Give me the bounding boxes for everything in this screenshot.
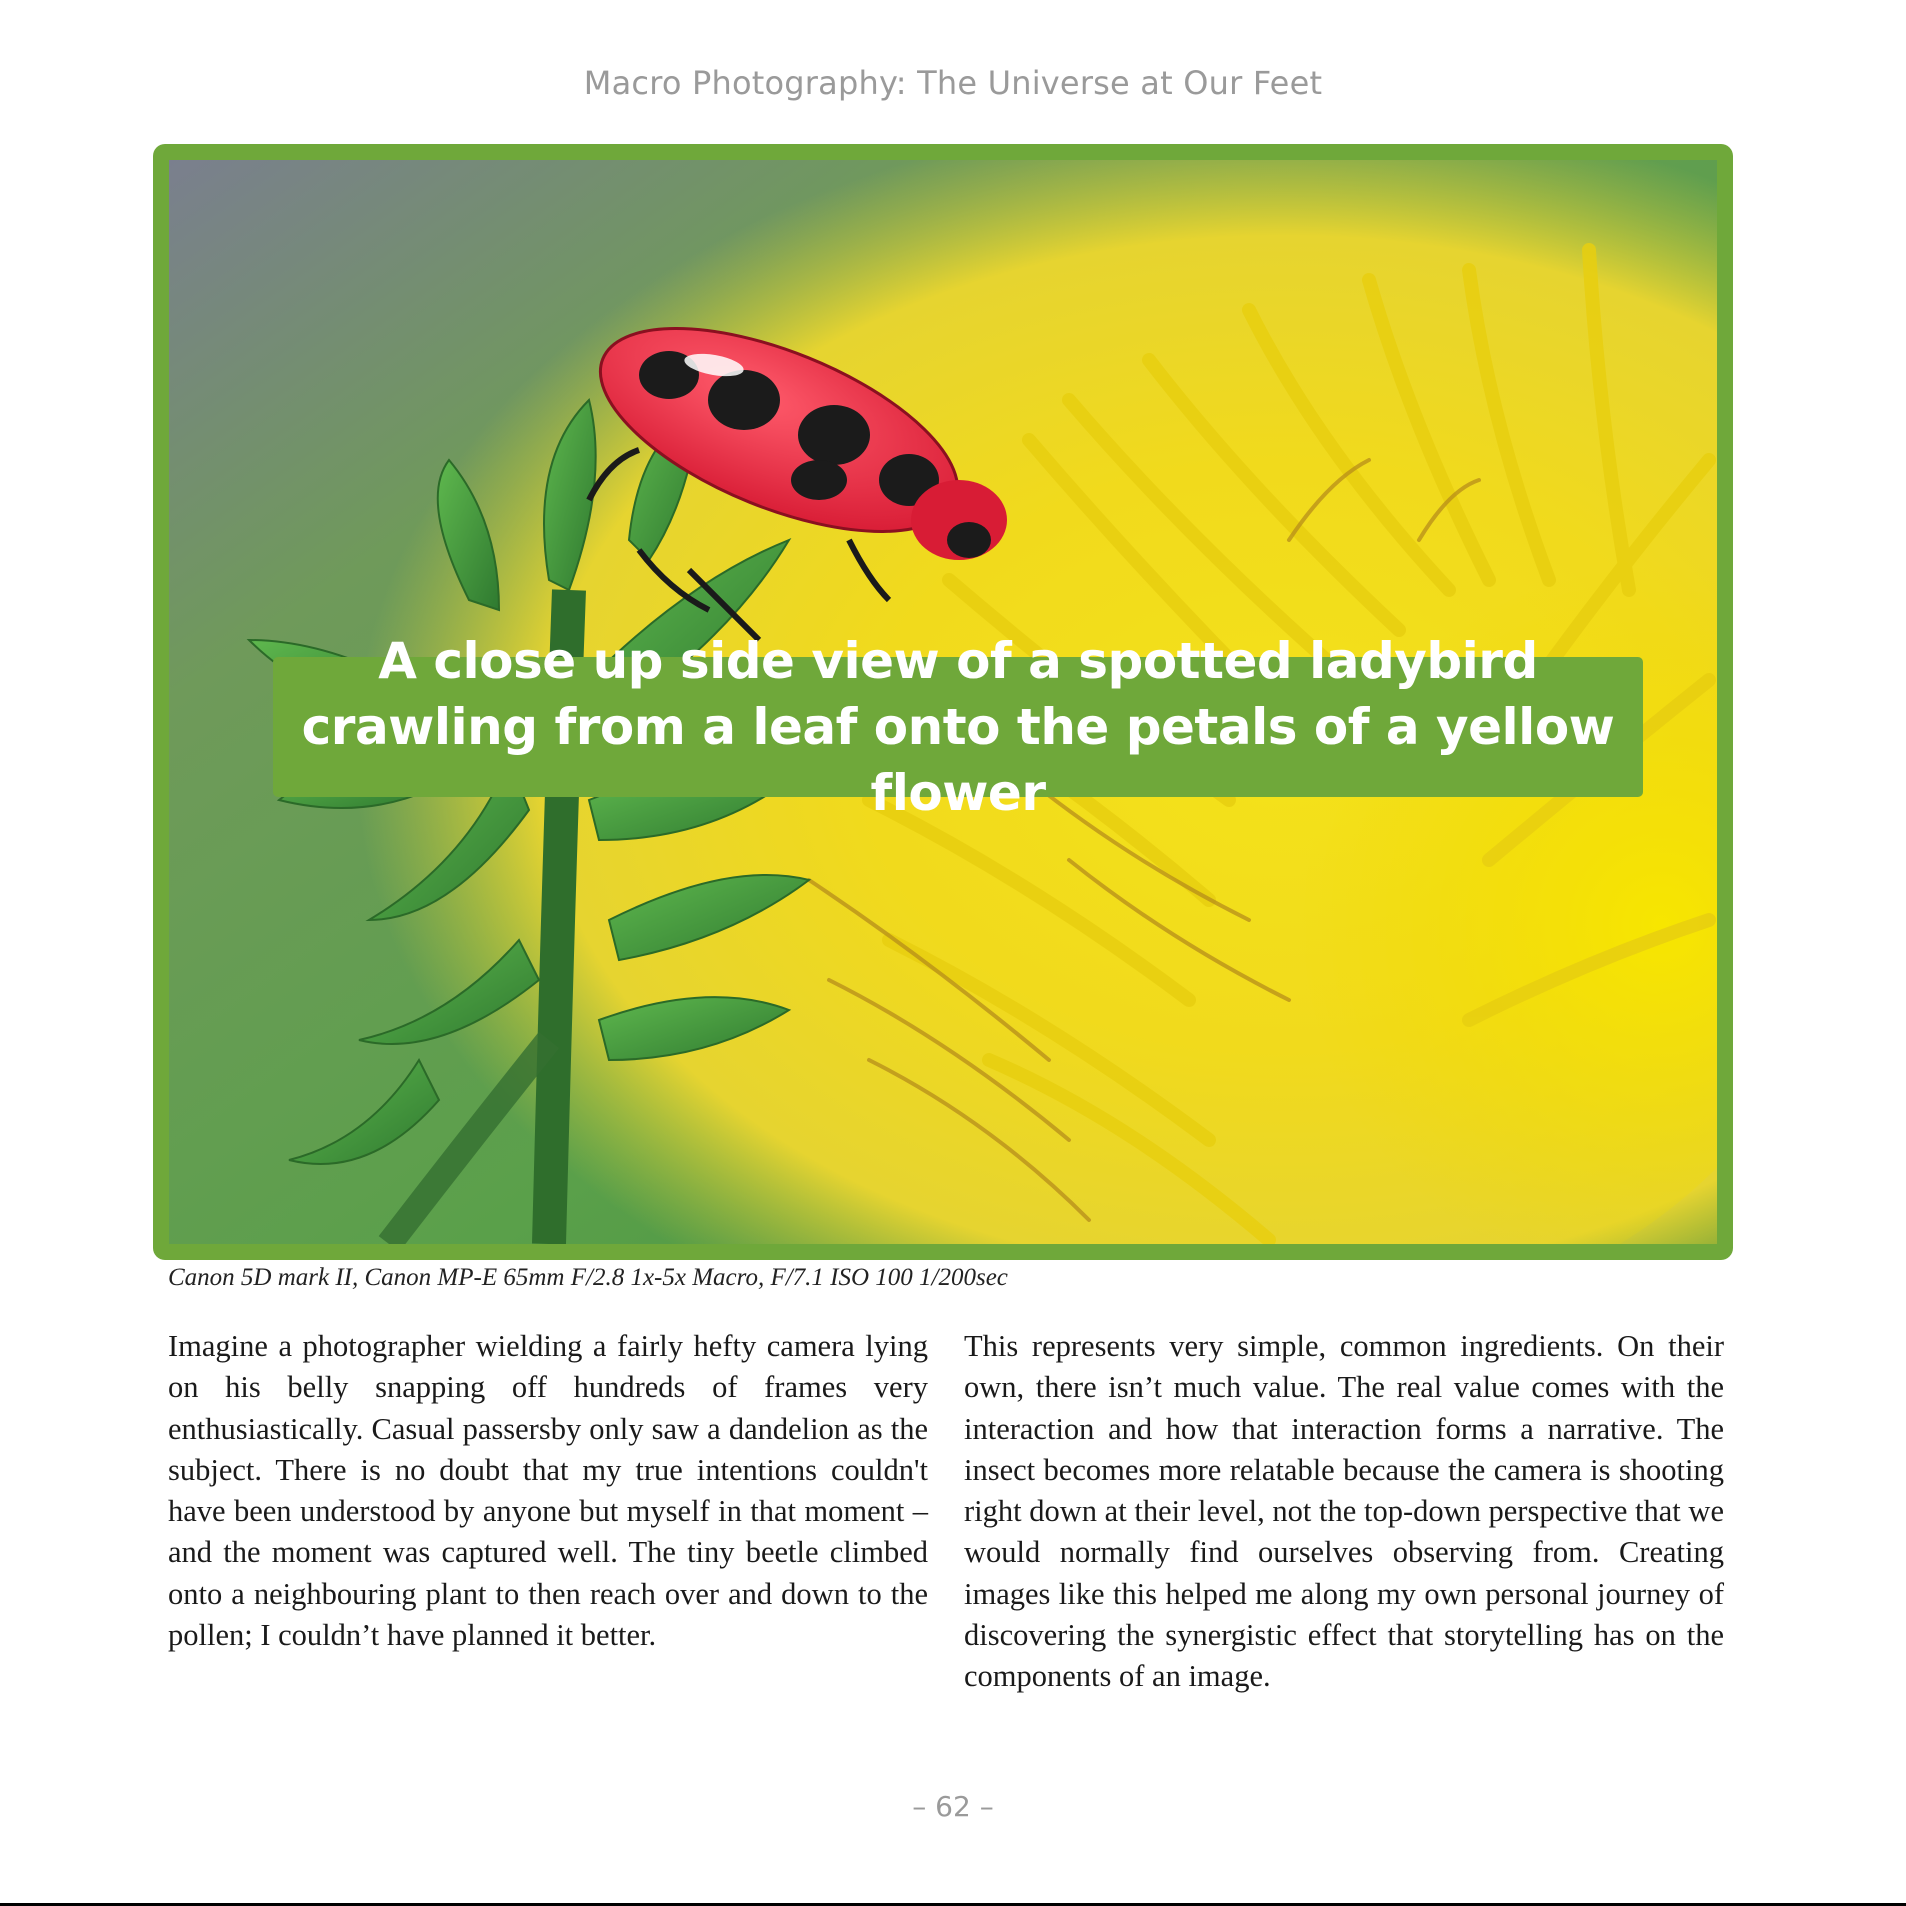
overlay-caption-box — [273, 632, 1643, 822]
camera-specs-caption: Canon 5D mark II, Canon MP-E 65mm F/2.8 1x-5x Macro, F/7.1 ISO 100 1/200sec — [168, 1264, 1008, 1291]
running-header: Macro Photography: The Universe at Our Feet — [583, 64, 1323, 102]
body-column-right: This represents very simple, common ingredients. On their own, there isn’t much value. The real value comes with the interaction and how that interaction forms a narrative. The insect becomes more relatable because the camera is shooting right down at their level, not the top-down perspective that we would normally find ourselves observing from. Creating images like this helped me along my own personal journey of discovering the synergistic effect that storytelling has on the components of an image. — [964, 1329, 1724, 1694]
overlay-caption-text: A close up side view of a spotted ladybird crawling from a leaf onto the petals of a yellow flower — [301, 632, 1615, 822]
body-column-left: Imagine a photographer wielding a fairly hefty camera lying on his belly snapping off hundreds of frames very enthusiastically. Casual passersby only saw a dandelion as the subject. There is no doubt that my true intentions couldn't have been understood by anyone but myself in that moment – and the moment was captured well. The tiny beetle climbed onto a neighbouring plant to then reach over and down to the pollen; I couldn’t have planned it better. — [168, 1329, 928, 1653]
ladybird-photo — [169, 160, 1717, 1244]
page-number: – 62 – — [912, 1790, 994, 1823]
photo-frame — [153, 144, 1733, 1260]
